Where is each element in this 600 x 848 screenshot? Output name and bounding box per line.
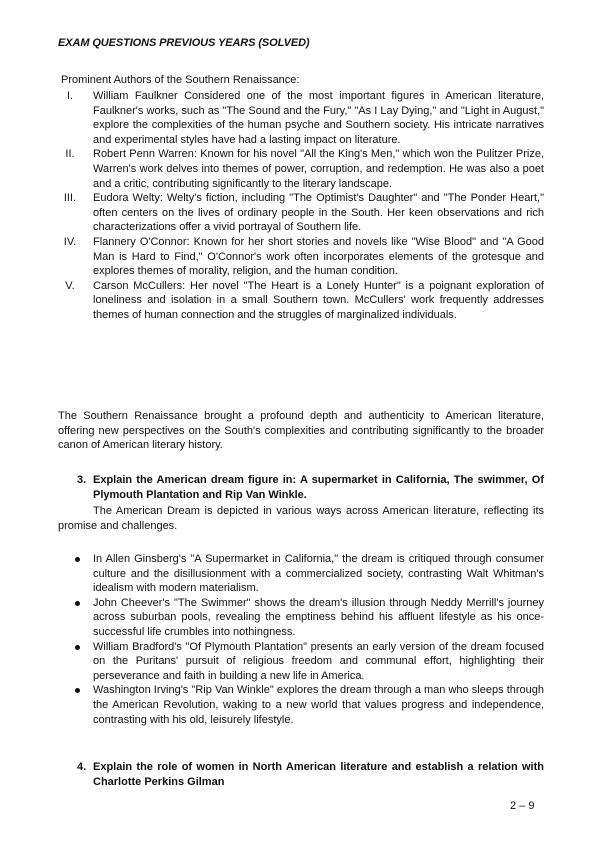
list-text: Carson McCullers: Her novel "The Heart is a Lonely Hunter" is a poignant exploration of loneliness and isolation in a small Southern town. McCullers' work frequently addresses themes of human connection and the struggles of marginalized individuals. [93, 279, 544, 321]
list-item [58, 235, 544, 279]
list-item [75, 552, 544, 596]
authors-intro: Prominent Authors of the Southern Renaissance: [61, 74, 300, 86]
list-number: II. [65, 148, 75, 161]
list-item [58, 147, 544, 191]
bullet-text: John Cheever's "The Swimmer" shows the dream's illusion through Neddy Merrill's journey across suburban pools, revealing the emptiness behind his affluent lifestyle as his once-successful life crumbles into nothingness. [93, 596, 544, 638]
question-number: 3. [77, 474, 87, 486]
dream-bullets [75, 552, 544, 727]
list-number: I. [66, 90, 74, 102]
question-text: Explain the role of women in North American literature and establish a relation with Charlotte Perkins Gilman [93, 761, 544, 788]
list-number: V. [65, 279, 75, 292]
list-text: Eudora Welty: Welty's fiction, including "The Optimist's Daughter" and "The Ponder Heart," often centers on the lives of ordinary people in the South. Her keen observations and rich characterizations offer a vivid portrayal of Southern life. [93, 192, 544, 234]
bullet-icon [75, 557, 80, 562]
bullet-text: William Bradford's "Of Plymouth Plantation" presents an early version of the dream focused on the Puritans' pursuit of religious freedom and communal effort, highlighting their perseverance and faith in building a new life in America. [93, 640, 544, 682]
question-4 [77, 760, 544, 790]
list-number: III. [63, 192, 77, 205]
question-3 [77, 473, 544, 503]
list-text: Flannery O'Connor: Known for her short stories and novels like "Wise Blood" and "A Good Man is Hard to Find," O'Connor's work often incorporates elements of the grotesque and explores themes of morality, religion, and the human condition. [93, 235, 544, 278]
bullet-icon [75, 601, 80, 606]
list-item [75, 596, 544, 640]
list-number: IV. [63, 235, 77, 248]
authors-list [58, 89, 544, 323]
list-item [75, 683, 544, 727]
list-item [58, 191, 544, 235]
list-text: William Faulkner Considered one of the most important figures in American literature, Faulkner's works, such as "The Sound and the Fury," "As I Lay Dying," and "Light in August," explore the complexities of the human psyche and Southern society. His intricate narratives and experimental styles have had a lasting impact on literature. [93, 90, 544, 146]
question-3-answer [58, 504, 544, 533]
list-item [58, 279, 544, 323]
list-item [58, 89, 544, 147]
page-number: 2 – 9 [510, 800, 535, 812]
conclusion-paragraph: The Southern Renaissance brought a profound depth and authenticity to American literature, offering new perspectives on the South's complexities and contributing significantly to the broader canon of American literary history. [58, 410, 544, 452]
page-header: EXAM QUESTIONS PREVIOUS YEARS (SOLVED) [58, 37, 310, 49]
bullet-icon [75, 645, 80, 650]
bullet-text: Washington Irving's "Rip Van Winkle" explores the dream through a man who sleeps through the American Revolution, waking to a new world that values progress and independence, contrasting with his old, leisurely lifestyle. [93, 684, 544, 726]
answer-text: The American Dream is depicted in various ways across American literature, reflecting its promise and challenges. [58, 505, 544, 532]
question-text: Explain the American dream figure in: A supermarket in California, The swimmer, Of Plymouth Plantation and Rip Van Winkle. [93, 474, 544, 501]
bullet-icon [75, 688, 80, 693]
question-number: 4. [77, 761, 87, 773]
list-item [75, 640, 544, 684]
list-text: Robert Penn Warren: Known for his novel "All the King's Men," which won the Pulitzer Prize, Warren's work delves into themes of power, corruption, and redemption. He was also a poet and a critic, contributing significantly to the literary landscape. [93, 148, 544, 190]
bullet-text: In Allen Ginsberg's "A Supermarket in California," the dream is critiqued through consumer culture and the disillusionment with a commercialized society, contrasting Walt Whitman's idealism with modern materialism. [93, 553, 544, 595]
